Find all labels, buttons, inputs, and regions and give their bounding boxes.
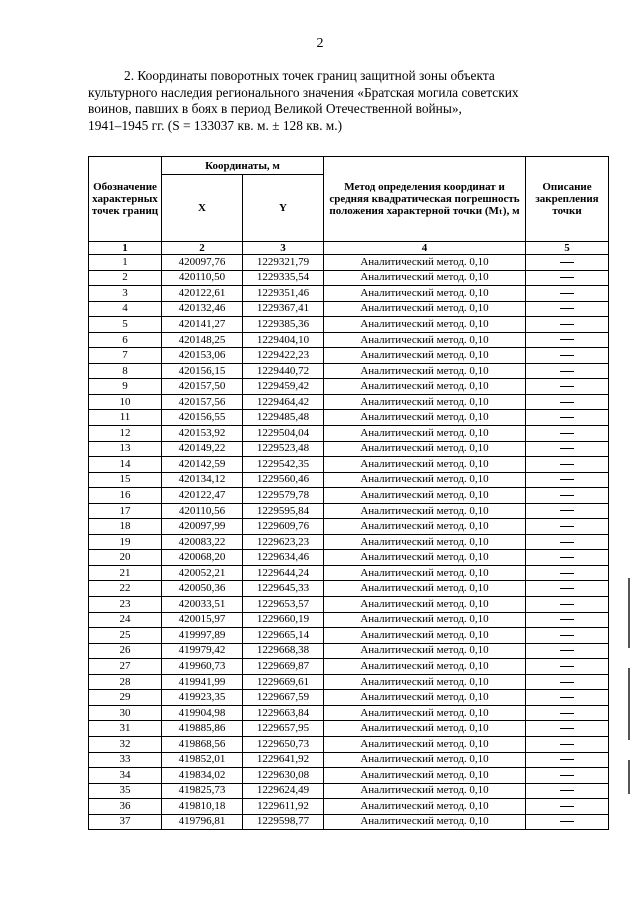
- dash-mark: [560, 666, 574, 667]
- scan-edge-mark: [628, 578, 630, 648]
- point-number-cell: 35: [89, 783, 162, 799]
- method-cell: Аналитический метод. 0,10: [324, 348, 526, 364]
- dash-mark: [560, 448, 574, 449]
- dash-mark: [560, 682, 574, 683]
- point-number-cell: 15: [89, 472, 162, 488]
- table-row: [89, 659, 609, 675]
- dash-mark: [560, 479, 574, 480]
- x-coordinate-cell: 420156,55: [162, 410, 243, 426]
- x-coordinate-cell: 420157,50: [162, 379, 243, 395]
- table-row: [89, 814, 609, 830]
- dash-mark: [560, 759, 574, 760]
- y-coordinate-cell: 1229650,73: [243, 736, 324, 752]
- fixing-cell: [526, 814, 609, 830]
- heading-line: 1941–1945 гг. (S = 133037 кв. м. ± 128 кв. м.): [88, 117, 343, 133]
- point-number-cell: 2: [89, 270, 162, 286]
- table-row: [89, 705, 609, 721]
- coordinates-table: [88, 156, 609, 830]
- table-row: [89, 255, 609, 271]
- fixing-cell: [526, 255, 609, 271]
- x-coordinate-cell: 420033,51: [162, 597, 243, 613]
- fixing-cell: [526, 612, 609, 628]
- method-cell: Аналитический метод. 0,10: [324, 441, 526, 457]
- dash-mark: [560, 417, 574, 418]
- dash-mark: [560, 557, 574, 558]
- method-cell: Аналитический метод. 0,10: [324, 799, 526, 815]
- dash-mark: [560, 433, 574, 434]
- x-coordinate-cell: 420149,22: [162, 441, 243, 457]
- point-number-cell: 33: [89, 752, 162, 768]
- fixing-cell: [526, 799, 609, 815]
- table-row: [89, 565, 609, 581]
- point-number-cell: 36: [89, 799, 162, 815]
- scan-edge-mark: [628, 668, 630, 740]
- dash-mark: [560, 806, 574, 807]
- dash-mark: [560, 650, 574, 651]
- fixing-cell: [526, 426, 609, 442]
- x-coordinate-cell: 420157,56: [162, 394, 243, 410]
- method-cell: Аналитический метод. 0,10: [324, 628, 526, 644]
- dash-mark: [560, 526, 574, 527]
- method-cell: Аналитический метод. 0,10: [324, 768, 526, 784]
- header-y: Y: [243, 175, 324, 242]
- point-number-cell: 31: [89, 721, 162, 737]
- method-cell: Аналитический метод. 0,10: [324, 332, 526, 348]
- dash-mark: [560, 542, 574, 543]
- heading-line: 2. Координаты поворотных точек границ защитной зоны объекта: [124, 68, 495, 83]
- dash-mark: [560, 386, 574, 387]
- column-number: 5: [526, 242, 609, 255]
- dash-mark: [560, 339, 574, 340]
- method-cell: Аналитический метод. 0,10: [324, 488, 526, 504]
- point-number-cell: 27: [89, 659, 162, 675]
- fixing-cell: [526, 441, 609, 457]
- y-coordinate-cell: 1229624,49: [243, 783, 324, 799]
- fixing-cell: [526, 332, 609, 348]
- point-number-cell: 23: [89, 597, 162, 613]
- x-coordinate-cell: 419941,99: [162, 674, 243, 690]
- y-coordinate-cell: 1229634,46: [243, 550, 324, 566]
- x-coordinate-cell: 420153,06: [162, 348, 243, 364]
- dash-mark: [560, 635, 574, 636]
- header-coordinates: Координаты, м: [162, 157, 324, 175]
- table-row: [89, 457, 609, 473]
- fixing-cell: [526, 301, 609, 317]
- point-number-cell: 30: [89, 705, 162, 721]
- table-row: [89, 363, 609, 379]
- dash-mark: [560, 355, 574, 356]
- x-coordinate-cell: 419923,35: [162, 690, 243, 706]
- column-number: 1: [89, 242, 162, 255]
- point-number-cell: 37: [89, 814, 162, 830]
- y-coordinate-cell: 1229667,59: [243, 690, 324, 706]
- point-number-cell: 6: [89, 332, 162, 348]
- y-coordinate-cell: 1229504,04: [243, 426, 324, 442]
- x-coordinate-cell: 420050,36: [162, 581, 243, 597]
- table-row: [89, 534, 609, 550]
- point-number-cell: 25: [89, 628, 162, 644]
- fixing-cell: [526, 503, 609, 519]
- header-designation: Обозначение характерных точек границ: [89, 157, 162, 242]
- method-cell: Аналитический метод. 0,10: [324, 783, 526, 799]
- heading-line: воинов, павших в боях в период Великой Отечественной войны»,: [88, 101, 462, 117]
- point-number-cell: 9: [89, 379, 162, 395]
- x-coordinate-cell: 420068,20: [162, 550, 243, 566]
- x-coordinate-cell: 420097,76: [162, 255, 243, 271]
- y-coordinate-cell: 1229579,78: [243, 488, 324, 504]
- method-cell: Аналитический метод. 0,10: [324, 597, 526, 613]
- point-number-cell: 19: [89, 534, 162, 550]
- dash-mark: [560, 402, 574, 403]
- method-cell: Аналитический метод. 0,10: [324, 659, 526, 675]
- method-cell: Аналитический метод. 0,10: [324, 255, 526, 271]
- fixing-cell: [526, 519, 609, 535]
- point-number-cell: 26: [89, 643, 162, 659]
- table-row: [89, 612, 609, 628]
- heading-line: культурного наследия регионального значения «Братская могила советских: [88, 84, 519, 100]
- method-cell: Аналитический метод. 0,10: [324, 379, 526, 395]
- dash-mark: [560, 510, 574, 511]
- method-cell: Аналитический метод. 0,10: [324, 286, 526, 302]
- point-number-cell: 17: [89, 503, 162, 519]
- table-row: [89, 379, 609, 395]
- x-coordinate-cell: 419834,02: [162, 768, 243, 784]
- method-cell: Аналитический метод. 0,10: [324, 565, 526, 581]
- dash-mark: [560, 308, 574, 309]
- fixing-cell: [526, 270, 609, 286]
- method-cell: Аналитический метод. 0,10: [324, 270, 526, 286]
- dash-mark: [560, 262, 574, 263]
- table-row: [89, 317, 609, 333]
- fixing-cell: [526, 565, 609, 581]
- dash-mark: [560, 619, 574, 620]
- dash-mark: [560, 821, 574, 822]
- table-row: [89, 752, 609, 768]
- method-cell: Аналитический метод. 0,10: [324, 643, 526, 659]
- x-coordinate-cell: 419979,42: [162, 643, 243, 659]
- table-row: [89, 581, 609, 597]
- fixing-cell: [526, 597, 609, 613]
- fixing-cell: [526, 457, 609, 473]
- y-coordinate-cell: 1229630,08: [243, 768, 324, 784]
- x-coordinate-cell: 420015,97: [162, 612, 243, 628]
- fixing-cell: [526, 721, 609, 737]
- point-number-cell: 11: [89, 410, 162, 426]
- x-coordinate-cell: 419997,89: [162, 628, 243, 644]
- point-number-cell: 4: [89, 301, 162, 317]
- dash-mark: [560, 588, 574, 589]
- column-number: 3: [243, 242, 324, 255]
- column-number: 4: [324, 242, 526, 255]
- method-cell: Аналитический метод. 0,10: [324, 472, 526, 488]
- fixing-cell: [526, 659, 609, 675]
- x-coordinate-cell: 420132,46: [162, 301, 243, 317]
- fixing-cell: [526, 690, 609, 706]
- y-coordinate-cell: 1229351,46: [243, 286, 324, 302]
- fixing-cell: [526, 472, 609, 488]
- method-cell: Аналитический метод. 0,10: [324, 752, 526, 768]
- y-coordinate-cell: 1229669,61: [243, 674, 324, 690]
- table-row: [89, 736, 609, 752]
- table-row: [89, 441, 609, 457]
- point-number-cell: 8: [89, 363, 162, 379]
- y-coordinate-cell: 1229595,84: [243, 503, 324, 519]
- x-coordinate-cell: 420110,50: [162, 270, 243, 286]
- y-coordinate-cell: 1229669,87: [243, 659, 324, 675]
- y-coordinate-cell: 1229657,95: [243, 721, 324, 737]
- point-number-cell: 7: [89, 348, 162, 364]
- header-fixing: Описание закрепления точки: [526, 157, 609, 242]
- x-coordinate-cell: 419904,98: [162, 705, 243, 721]
- fixing-cell: [526, 379, 609, 395]
- x-coordinate-cell: 419825,73: [162, 783, 243, 799]
- table-row: [89, 690, 609, 706]
- dash-mark: [560, 775, 574, 776]
- y-coordinate-cell: 1229404,10: [243, 332, 324, 348]
- method-cell: Аналитический метод. 0,10: [324, 410, 526, 426]
- table-row: [89, 721, 609, 737]
- point-number-cell: 5: [89, 317, 162, 333]
- table-row: [89, 348, 609, 364]
- y-coordinate-cell: 1229641,92: [243, 752, 324, 768]
- method-cell: Аналитический метод. 0,10: [324, 721, 526, 737]
- method-cell: Аналитический метод. 0,10: [324, 519, 526, 535]
- fixing-cell: [526, 550, 609, 566]
- dash-mark: [560, 324, 574, 325]
- table-row: [89, 270, 609, 286]
- table-body: [89, 255, 609, 830]
- table-row: [89, 410, 609, 426]
- point-number-cell: 12: [89, 426, 162, 442]
- column-number: 2: [162, 242, 243, 255]
- fixing-cell: [526, 674, 609, 690]
- y-coordinate-cell: 1229560,46: [243, 472, 324, 488]
- y-coordinate-cell: 1229663,84: [243, 705, 324, 721]
- y-coordinate-cell: 1229464,42: [243, 394, 324, 410]
- dash-mark: [560, 464, 574, 465]
- x-coordinate-cell: 420134,12: [162, 472, 243, 488]
- table-row: [89, 783, 609, 799]
- y-coordinate-cell: 1229660,19: [243, 612, 324, 628]
- dash-mark: [560, 790, 574, 791]
- table-row: [89, 643, 609, 659]
- dash-mark: [560, 713, 574, 714]
- point-number-cell: 1: [89, 255, 162, 271]
- fixing-cell: [526, 363, 609, 379]
- y-coordinate-cell: 1229485,48: [243, 410, 324, 426]
- y-coordinate-cell: 1229459,42: [243, 379, 324, 395]
- x-coordinate-cell: 420052,21: [162, 565, 243, 581]
- method-cell: Аналитический метод. 0,10: [324, 394, 526, 410]
- fixing-cell: [526, 394, 609, 410]
- x-coordinate-cell: 420122,61: [162, 286, 243, 302]
- point-number-cell: 16: [89, 488, 162, 504]
- dash-mark: [560, 293, 574, 294]
- method-cell: Аналитический метод. 0,10: [324, 550, 526, 566]
- table-row: [89, 332, 609, 348]
- point-number-cell: 14: [89, 457, 162, 473]
- point-number-cell: 34: [89, 768, 162, 784]
- x-coordinate-cell: 420097,99: [162, 519, 243, 535]
- point-number-cell: 20: [89, 550, 162, 566]
- y-coordinate-cell: 1229668,38: [243, 643, 324, 659]
- x-coordinate-cell: 419960,73: [162, 659, 243, 675]
- method-cell: Аналитический метод. 0,10: [324, 814, 526, 830]
- point-number-cell: 24: [89, 612, 162, 628]
- fixing-cell: [526, 628, 609, 644]
- fixing-cell: [526, 286, 609, 302]
- y-coordinate-cell: 1229623,23: [243, 534, 324, 550]
- x-coordinate-cell: 420142,59: [162, 457, 243, 473]
- x-coordinate-cell: 420110,56: [162, 503, 243, 519]
- dash-mark: [560, 744, 574, 745]
- method-cell: Аналитический метод. 0,10: [324, 457, 526, 473]
- table-row: [89, 768, 609, 784]
- x-coordinate-cell: 420156,15: [162, 363, 243, 379]
- method-cell: Аналитический метод. 0,10: [324, 690, 526, 706]
- table-row: [89, 799, 609, 815]
- y-coordinate-cell: 1229644,24: [243, 565, 324, 581]
- point-number-cell: 3: [89, 286, 162, 302]
- x-coordinate-cell: 420141,27: [162, 317, 243, 333]
- y-coordinate-cell: 1229422,23: [243, 348, 324, 364]
- fixing-cell: [526, 348, 609, 364]
- method-cell: Аналитический метод. 0,10: [324, 736, 526, 752]
- fixing-cell: [526, 736, 609, 752]
- y-coordinate-cell: 1229665,14: [243, 628, 324, 644]
- x-coordinate-cell: 419868,56: [162, 736, 243, 752]
- y-coordinate-cell: 1229542,35: [243, 457, 324, 473]
- x-coordinate-cell: 419885,86: [162, 721, 243, 737]
- point-number-cell: 29: [89, 690, 162, 706]
- point-number-cell: 28: [89, 674, 162, 690]
- y-coordinate-cell: 1229653,57: [243, 597, 324, 613]
- table-row: [89, 286, 609, 302]
- fixing-cell: [526, 752, 609, 768]
- table-row: [89, 628, 609, 644]
- fixing-cell: [526, 534, 609, 550]
- method-cell: Аналитический метод. 0,10: [324, 317, 526, 333]
- x-coordinate-cell: 419796,81: [162, 814, 243, 830]
- method-cell: Аналитический метод. 0,10: [324, 581, 526, 597]
- fixing-cell: [526, 783, 609, 799]
- fixing-cell: [526, 317, 609, 333]
- point-number-cell: 32: [89, 736, 162, 752]
- fixing-cell: [526, 643, 609, 659]
- section-heading: [88, 68, 574, 134]
- table-row: [89, 550, 609, 566]
- table-row: [89, 519, 609, 535]
- method-cell: Аналитический метод. 0,10: [324, 301, 526, 317]
- point-number-cell: 13: [89, 441, 162, 457]
- table-row: [89, 488, 609, 504]
- y-coordinate-cell: 1229645,33: [243, 581, 324, 597]
- y-coordinate-cell: 1229385,36: [243, 317, 324, 333]
- y-coordinate-cell: 1229609,76: [243, 519, 324, 535]
- dash-mark: [560, 697, 574, 698]
- fixing-cell: [526, 488, 609, 504]
- method-cell: Аналитический метод. 0,10: [324, 363, 526, 379]
- table-row: [89, 674, 609, 690]
- x-coordinate-cell: 419852,01: [162, 752, 243, 768]
- x-coordinate-cell: 420153,92: [162, 426, 243, 442]
- header-method: Метод определения координат и средняя квадратическая погрешность положения характерной точки (Мₜ), м: [324, 157, 526, 242]
- y-coordinate-cell: 1229440,72: [243, 363, 324, 379]
- table-row: [89, 426, 609, 442]
- dash-mark: [560, 728, 574, 729]
- dash-mark: [560, 604, 574, 605]
- fixing-cell: [526, 410, 609, 426]
- header-x: X: [162, 175, 243, 242]
- method-cell: Аналитический метод. 0,10: [324, 705, 526, 721]
- point-number-cell: 18: [89, 519, 162, 535]
- table-row: [89, 301, 609, 317]
- table-row: [89, 503, 609, 519]
- y-coordinate-cell: 1229598,77: [243, 814, 324, 830]
- x-coordinate-cell: 419810,18: [162, 799, 243, 815]
- page-number: 2: [316, 36, 324, 51]
- dash-mark: [560, 371, 574, 372]
- fixing-cell: [526, 581, 609, 597]
- y-coordinate-cell: 1229611,92: [243, 799, 324, 815]
- method-cell: Аналитический метод. 0,10: [324, 612, 526, 628]
- y-coordinate-cell: 1229321,79: [243, 255, 324, 271]
- point-number-cell: 10: [89, 394, 162, 410]
- method-cell: Аналитический метод. 0,10: [324, 503, 526, 519]
- y-coordinate-cell: 1229335,54: [243, 270, 324, 286]
- fixing-cell: [526, 768, 609, 784]
- dash-mark: [560, 573, 574, 574]
- method-cell: Аналитический метод. 0,10: [324, 674, 526, 690]
- x-coordinate-cell: 420122,47: [162, 488, 243, 504]
- table-row: [89, 394, 609, 410]
- x-coordinate-cell: 420083,22: [162, 534, 243, 550]
- dash-mark: [560, 277, 574, 278]
- dash-mark: [560, 495, 574, 496]
- x-coordinate-cell: 420148,25: [162, 332, 243, 348]
- y-coordinate-cell: 1229367,41: [243, 301, 324, 317]
- point-number-cell: 21: [89, 565, 162, 581]
- y-coordinate-cell: 1229523,48: [243, 441, 324, 457]
- table-row: [89, 472, 609, 488]
- table-row: [89, 597, 609, 613]
- method-cell: Аналитический метод. 0,10: [324, 534, 526, 550]
- method-cell: Аналитический метод. 0,10: [324, 426, 526, 442]
- scan-edge-mark: [628, 760, 630, 794]
- fixing-cell: [526, 705, 609, 721]
- point-number-cell: 22: [89, 581, 162, 597]
